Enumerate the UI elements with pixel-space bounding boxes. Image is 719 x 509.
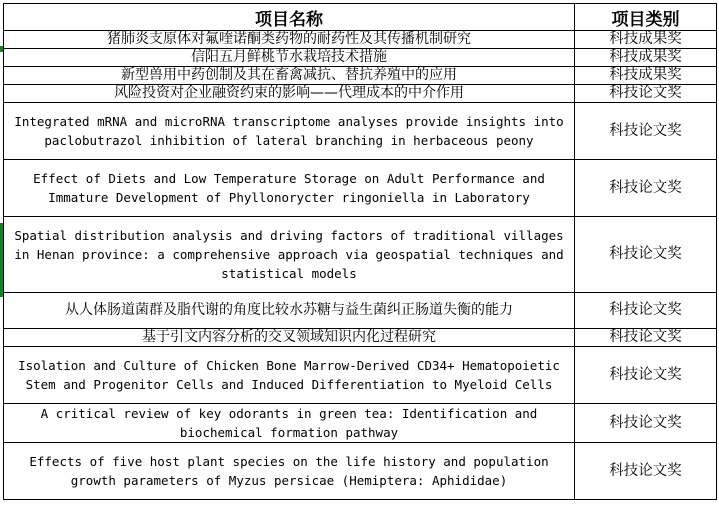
project-name-cell: Isolation and Culture of Chicken Bone Marrow-Derived CD34+ Hematopoietic Stem and Progenitor Cells and Induced Differentiation to Myeloid Cells bbox=[4, 347, 575, 404]
project-name-cell: 新型兽用中药创制及其在畜禽减抗、替抗养殖中的应用 bbox=[4, 67, 575, 85]
project-category-cell: 科技论文奖 bbox=[575, 160, 717, 217]
header-project-name: 项目名称 bbox=[4, 4, 575, 31]
project-category-cell: 科技论文奖 bbox=[575, 293, 717, 329]
project-category-cell: 科技论文奖 bbox=[575, 217, 717, 293]
selected-cell-marker bbox=[0, 223, 3, 297]
project-name-cell: Effect of Diets and Low Temperature Storage on Adult Performance and Immature Development of Phyllonorycter ringoniella in Laboratory bbox=[4, 160, 575, 217]
project-name-cell: 信阳五月鲜桃节水栽培技术措施 bbox=[4, 49, 575, 67]
table-row bbox=[4, 85, 717, 103]
table-row bbox=[4, 49, 717, 67]
table-row bbox=[4, 347, 717, 404]
table-row bbox=[4, 404, 717, 443]
project-category-cell: 科技论文奖 bbox=[575, 347, 717, 404]
header-project-category: 项目类别 bbox=[575, 4, 717, 31]
project-table bbox=[3, 3, 717, 500]
table-row bbox=[4, 103, 717, 160]
comment-corner-marker bbox=[0, 46, 3, 52]
table-row bbox=[4, 329, 717, 347]
project-name-cell: 基于引文内容分析的交叉领域知识内化过程研究 bbox=[4, 329, 575, 347]
table-row bbox=[4, 217, 717, 293]
table-row bbox=[4, 31, 717, 49]
table-row bbox=[4, 160, 717, 217]
project-name-cell: Spatial distribution analysis and driving factors of traditional villages in Henan province: a comprehensive approach via geospatial techniques and statistical models bbox=[4, 217, 575, 293]
project-category-cell: 科技论文奖 bbox=[575, 329, 717, 347]
project-category-cell: 科技成果奖 bbox=[575, 49, 717, 67]
project-category-cell: 科技论文奖 bbox=[575, 103, 717, 160]
project-name-cell: Integrated mRNA and microRNA transcriptome analyses provide insights into paclobutrazol inhibition of lateral branching in herbaceous peony bbox=[4, 103, 575, 160]
project-category-cell: 科技论文奖 bbox=[575, 443, 717, 500]
project-name-cell: 风险投资对企业融资约束的影响——代理成本的中介作用 bbox=[4, 85, 575, 103]
project-name-cell: A critical review of key odorants in green tea: Identification and biochemical formation pathway bbox=[4, 404, 575, 443]
project-category-cell: 科技论文奖 bbox=[575, 404, 717, 443]
project-name-cell: 猪肺炎支原体对氟喹诺酮类药物的耐药性及其传播机制研究 bbox=[4, 31, 575, 49]
table-row bbox=[4, 67, 717, 85]
project-name-cell: Effects of five host plant species on the life history and population growth parameters of Myzus persicae (Hemiptera: Aphididae) bbox=[4, 443, 575, 500]
table-row bbox=[4, 293, 717, 329]
project-category-cell: 科技成果奖 bbox=[575, 31, 717, 49]
table-row bbox=[4, 443, 717, 500]
project-category-cell: 科技论文奖 bbox=[575, 85, 717, 103]
project-category-cell: 科技成果奖 bbox=[575, 67, 717, 85]
project-name-cell: 从人体肠道菌群及脂代谢的角度比较水苏糖与益生菌纠正肠道失衡的能力 bbox=[4, 293, 575, 329]
header-row bbox=[4, 4, 717, 31]
